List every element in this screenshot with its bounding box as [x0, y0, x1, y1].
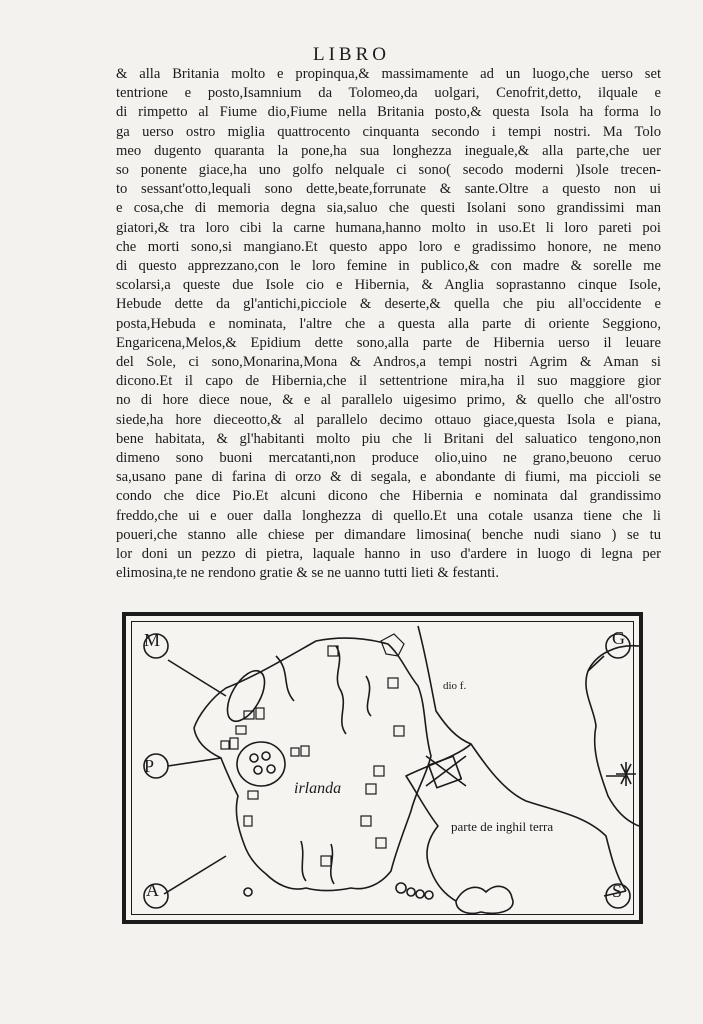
map-label-irlanda: irlanda — [294, 780, 342, 797]
compass-southwest-letter: A — [146, 880, 159, 900]
text-line: condo che dice Pio.Et alcuni dicono che Hibernia e nominata dal grandissimo — [116, 488, 661, 505]
text-line: & alla Britania molto e propinqua,& massimamente ad un luogo,che uerso set — [116, 66, 661, 82]
text-line: no di hore diece noue, & e al parallelo uigesimo primo, & quello che all'ostro — [116, 392, 661, 409]
text-line: dicono.Et il capo de Hibernia,che il settentrione mira,ha il suo maggiore gior — [116, 373, 661, 390]
compass-southeast-letter: S — [612, 881, 623, 901]
text-line: e cosa,che di memoria degna sia,saluo che questi Isolani sono grandissimi man — [116, 200, 661, 217]
map-woodcut — [122, 612, 643, 924]
text-line: giatori,& tra loro cibi la carne humana,hanno molto in uso.Et li loro pareti poi — [116, 219, 661, 236]
text-line: bene habitata, & gl'habitanti molto piu che li Britani del saluatico tengono,non — [116, 430, 661, 447]
text-line: scolarsi,a queste due Isole cio e Hibernia, & Anglia soprastanno cinque Isole, — [116, 277, 661, 294]
text-line: freddo,che ui e ouer dalla longhezza di quello.Et una cotale usanza tiene che li — [116, 507, 661, 524]
compass-north-letter: M — [144, 630, 161, 650]
text-line: elimosina,te ne rendono gratie & se ne uanno tutti lieti & festanti. — [116, 565, 499, 582]
map-label-dio: dio f. — [443, 680, 467, 692]
text-line: del Sole, ci sono,Monarina,Mona & Andros,a tempi nostri Agrim & Aman si — [116, 354, 661, 371]
text-line: Engaricena,Melos,& Epidium dette sono,alla parte de Hibernia uerso il leuare — [116, 334, 661, 351]
text-line: to sessant'otto,lequali sono dette,beate,forrunate & sante.Oltre a questo non ui — [116, 181, 661, 198]
text-line: posta,Hebuda e nominata, l'altre che a questa alla parte di oriente Seggiono, — [116, 315, 661, 332]
text-line: Hebude dette da gl'antichi,picciole & deserte,& quella che piu all'occidente e — [116, 296, 661, 313]
text-line: so ponente giace,ha uno golfo nelquale ci sono( secodo moderni )Isole trecen- — [116, 162, 661, 179]
page-header: LIBRO — [313, 44, 390, 65]
text-line: che morti sono,si mangiano.Et questo appo loro e gradissimo honore, ne meno — [116, 238, 661, 255]
text-line: lor doni un pezzo di pietra, laquale hanno in uso d'ardere in luogo di legna per — [116, 546, 661, 563]
text-line: meo dugento quaranta la pone,ha sua longhezza ineguale,& alla parte,che uer — [116, 142, 661, 159]
map-label-inghilterra: parte de inghil terra — [451, 819, 554, 834]
body-text — [116, 65, 661, 583]
text-line: di questo apprezzano,con le loro femine in publico,& con madre & sorelle me — [116, 258, 661, 275]
text-line: dimeno sono buoni mercatanti,non produce olio,uino ne grano,beuono ceruo — [116, 450, 661, 467]
compass-west-letter: P — [144, 756, 155, 776]
compass-northeast-letter: G — [612, 628, 625, 648]
text-line: di rimpetto al Fiume dio,Fiume nella Britania posto,& questa Isola ha forma lo — [116, 104, 661, 121]
text-line: tentrione e posto,Isamnium da Tolomeo,da uolgari, Cenofrit,detto, ilquale e — [116, 85, 661, 102]
text-line: siede,ha hore dieceotto,& al parallelo decimo ottauo giace,questa Isola e piana, — [116, 411, 661, 428]
text-line: poueri,che stanno alle chiese per dimandare limosina( benche nudi siano ) se tu — [116, 526, 661, 543]
text-line: ga uerso ostro miglia quattrocento cinquanta secondo i tempi nostri. Ma Tolo — [116, 123, 661, 140]
text-line: sa,usano pane di farina di orzo & di segala, e abondante di fiumi, ma piccioli se — [116, 469, 661, 486]
map-drawing — [126, 616, 639, 920]
